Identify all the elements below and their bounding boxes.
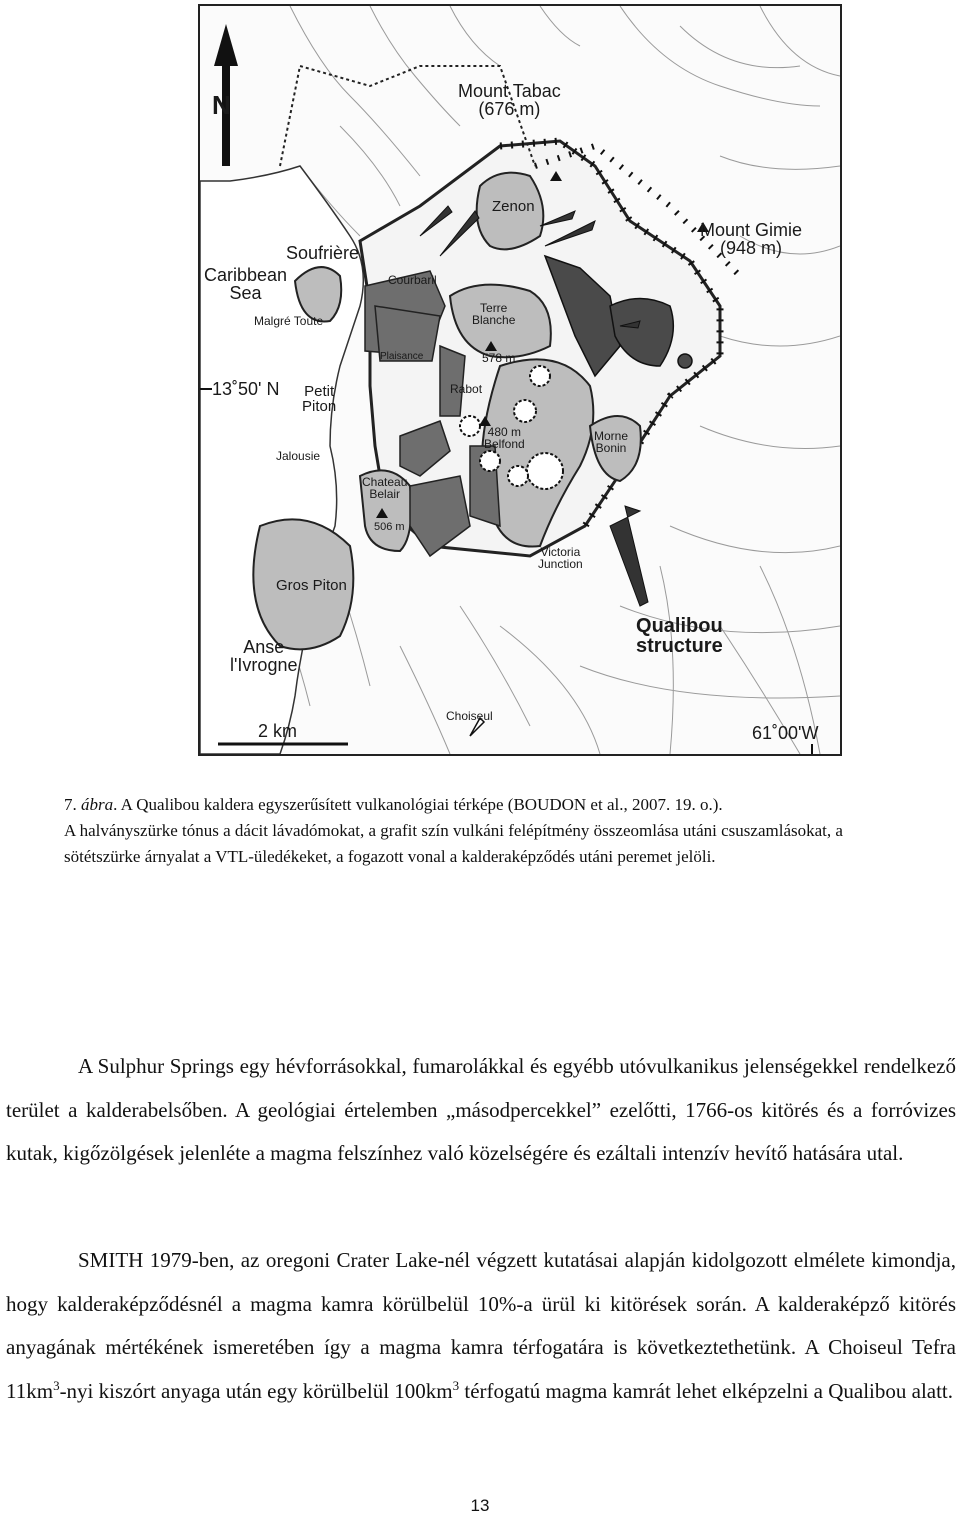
malgre-toute-label: Malgré Toute bbox=[254, 314, 324, 328]
latitude-label: 13˚50' N bbox=[212, 379, 280, 399]
choiseul-label: Choiseul bbox=[446, 709, 493, 723]
anse-livrogne-label: Anse l'Ivrogne bbox=[230, 637, 298, 675]
jalousie-label: Jalousie bbox=[276, 449, 321, 463]
zenon-label: Zenon bbox=[492, 198, 535, 215]
petit-piton-label: Petit Piton bbox=[302, 383, 337, 415]
paragraph-sulphur-springs: A Sulphur Springs egy hévforrásokkal, fumarolákkal és egyébb utóvulkanikus jelenségekkel rendelkező terület a kalderabelsőben. A geológiai értelemben „másodpercekkel” ezelőtti, 1766-os kitörés és a forróvizes kutak, kigőzölgések jelenléte a magma felszínhez való közelségére és ezáltali intenzív hevítő hatására utal. bbox=[6, 1054, 956, 1165]
scale-label: 2 km bbox=[258, 721, 298, 741]
courbaril-label: Courbaril bbox=[388, 273, 437, 287]
paragraph-smith-theory: SMITH 1979-ben, az oregoni Crater Lake-nél végzett kutatásai alapján kidolgozott elmélete kimondja, hogy kalderaképződésnél a magma kamra körülbelül 10%-a ürül ki kitörések során. A kalderaképző kitörés anyagának mértékének ismeretében így a magma kamra térfogatára is következtethetünk. A Choiseul Tefra $11km^3$-nyi kiszórt anyaga után egy körülbelül $100km^3$ térfogatú magma kamrát lehet elképzelni a Qualibou alatt. bbox=[6, 1248, 956, 1403]
rabot-label: Rabot bbox=[450, 382, 483, 396]
belfond-label: 480 m Belfond bbox=[484, 425, 525, 451]
chateau-belair-label: Chateau Belair bbox=[362, 475, 408, 501]
gros-piton-label: Gros Piton bbox=[276, 577, 347, 594]
north-label: N bbox=[212, 90, 231, 120]
terre-blanche-label: Terre Blanche bbox=[472, 301, 516, 327]
mount-tabac-label: Mount Tabac (676 m) bbox=[458, 81, 561, 119]
caption-legend-text: A halványszürke tónus a dácit lávadómokat, a grafit szín vulkáni felépítmény összeomlása utáni csuszamlásokat, a sötétszürke árnyalat a VTL-üledékeket, a fogazott vonal a kalderaképződés utáni peremet jelöli. bbox=[64, 821, 843, 866]
elevation-578-label: 578 m bbox=[482, 351, 516, 365]
victoria-junction-label: Victoria Junction bbox=[538, 545, 583, 571]
longitude-label: 61˚00'W bbox=[752, 723, 819, 743]
caribbean-sea-label: Caribbean Sea bbox=[204, 265, 288, 303]
plaisance-label: Plaisance bbox=[380, 351, 424, 362]
morne-bonin-label: Morne Bonin bbox=[594, 429, 629, 455]
page-number: 13 bbox=[470, 1496, 490, 1515]
caption-title: 7. ábra. A Qualibou kaldera egyszerűsített vulkanológiai térképe (BOUDON et al., 2007. 19. o.). bbox=[64, 795, 723, 814]
elevation-506-label: 506 m bbox=[374, 521, 405, 533]
qualibou-structure-label: Qualibou structure bbox=[636, 615, 723, 657]
caption-figure-word: ábra bbox=[81, 795, 114, 814]
qualibou-caldera-map bbox=[198, 4, 842, 756]
figure-caption bbox=[64, 792, 904, 870]
soufriere-label: Soufrière bbox=[286, 243, 360, 263]
mount-gimie-label: Mount Gimie (948 m) bbox=[700, 220, 803, 258]
